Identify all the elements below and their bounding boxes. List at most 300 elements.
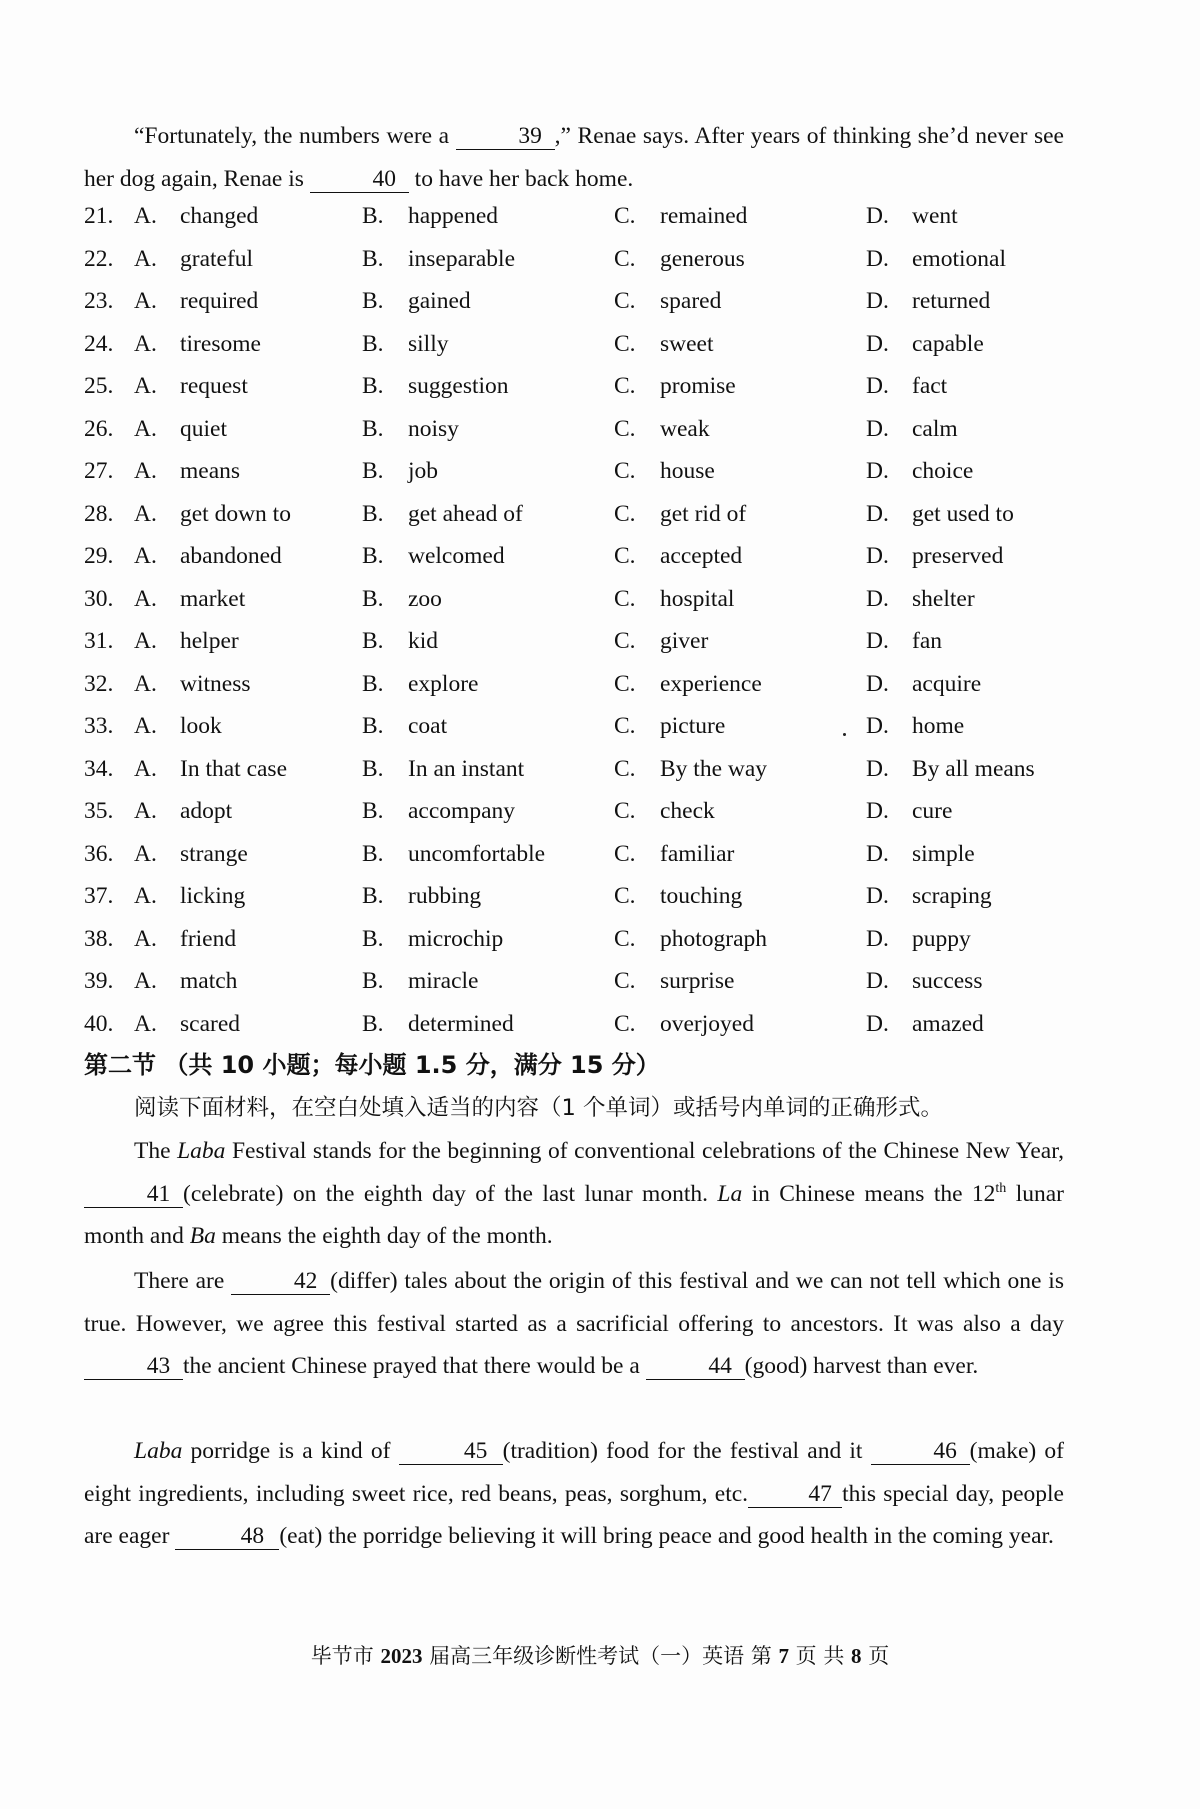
option-d xyxy=(866,790,952,833)
option-letter: C. xyxy=(614,585,636,612)
passage-text: means the eighth day of the month. xyxy=(215,1223,553,1249)
option-b xyxy=(362,748,524,791)
option-letter: A. xyxy=(134,330,157,357)
option-letter: C. xyxy=(614,203,636,229)
option-text: grateful xyxy=(180,245,254,272)
option-text: surprise xyxy=(660,968,735,994)
option-a xyxy=(134,705,222,748)
continuation-text: “Fortunately, the numbers were a xyxy=(134,123,456,149)
option-text: noisy xyxy=(408,415,459,442)
option-b xyxy=(362,663,478,706)
blank-45: 45 xyxy=(399,1438,503,1465)
passage-text: Festival stands for the beginning of conventional celebrations of the Chinese New Year, xyxy=(225,1138,1064,1164)
option-letter: C. xyxy=(614,968,636,994)
option-d xyxy=(866,960,982,1003)
option-text: helper xyxy=(180,628,239,654)
option-c xyxy=(614,493,746,536)
superscript: th xyxy=(995,1180,1007,1196)
option-b xyxy=(362,1003,514,1046)
question-number: 24. xyxy=(84,330,114,357)
option-b xyxy=(362,790,515,833)
option-letter: B. xyxy=(362,203,384,229)
question-row xyxy=(84,280,1084,323)
question-row xyxy=(84,918,1084,961)
option-text: fact xyxy=(912,373,948,399)
option-letter: B. xyxy=(362,415,384,442)
option-letter: B. xyxy=(362,883,384,909)
question-number: 33. xyxy=(84,713,114,739)
option-text: licking xyxy=(180,883,246,909)
option-letter: D. xyxy=(866,245,889,272)
italic-term: Laba xyxy=(177,1138,226,1164)
page-footer xyxy=(0,1640,1200,1672)
option-text: tiresome xyxy=(180,330,261,357)
option-letter: C. xyxy=(614,500,636,527)
option-c xyxy=(614,833,734,876)
option-d xyxy=(866,875,992,918)
question-number: 26. xyxy=(84,415,114,442)
option-text: scared xyxy=(180,1010,241,1037)
section-heading: 第二节 （共 10 小题；每小题 1.5 分，满分 15 分） xyxy=(84,1051,660,1079)
option-text: means xyxy=(180,458,241,484)
option-text: quiet xyxy=(180,415,227,442)
option-d xyxy=(866,705,964,748)
option-c xyxy=(614,705,725,748)
option-letter: B. xyxy=(362,330,384,357)
option-letter: C. xyxy=(614,925,636,952)
question-row xyxy=(84,450,1084,493)
option-letter: A. xyxy=(134,925,157,952)
option-text: By all means xyxy=(912,755,1035,782)
option-text: kid xyxy=(408,628,439,654)
option-a xyxy=(134,875,245,918)
passage-paragraph-1 xyxy=(84,1130,1064,1258)
option-a xyxy=(134,790,232,833)
blank-48: 48 xyxy=(175,1523,279,1550)
option-text: microchip xyxy=(408,925,504,952)
option-letter: B. xyxy=(362,628,384,654)
continuation-paragraph xyxy=(84,115,1064,200)
option-text: sweet xyxy=(660,330,714,357)
option-text: look xyxy=(180,713,222,739)
option-d xyxy=(866,195,958,238)
option-text: fan xyxy=(912,628,943,654)
option-b xyxy=(362,833,545,876)
option-d xyxy=(866,833,975,876)
option-b xyxy=(362,875,481,918)
option-text: happened xyxy=(408,203,499,229)
passage-text: (celebrate) on the eighth day of the last lunar month. xyxy=(183,1180,718,1207)
option-letter: B. xyxy=(362,968,384,994)
option-text: amazed xyxy=(912,1010,984,1037)
passage-text: (eat) the porridge believing it will bring peace and good health in the coming year. xyxy=(279,1523,1054,1549)
option-text: preserved xyxy=(912,543,1004,569)
blank-43: 43 xyxy=(84,1353,183,1380)
option-text: picture xyxy=(660,713,726,739)
option-d xyxy=(866,535,1003,578)
option-a xyxy=(134,195,258,238)
option-text: scraping xyxy=(912,883,992,909)
blank-46: 46 xyxy=(871,1438,970,1465)
option-text: returned xyxy=(912,288,991,314)
blank-40: 40 xyxy=(310,166,409,193)
option-text: calm xyxy=(912,415,958,442)
option-text: home xyxy=(912,713,965,739)
option-d xyxy=(866,1003,984,1046)
option-a xyxy=(134,493,291,536)
continuation-text: to have her back home. xyxy=(408,165,634,192)
option-b xyxy=(362,323,448,366)
question-row xyxy=(84,323,1084,366)
option-d xyxy=(866,493,1014,536)
option-a xyxy=(134,280,258,323)
option-text: success xyxy=(912,968,983,994)
option-c xyxy=(614,365,736,408)
passage-text: There are xyxy=(134,1268,232,1294)
option-text: get rid of xyxy=(660,500,747,527)
option-b xyxy=(362,578,442,621)
option-c xyxy=(614,578,734,621)
option-b xyxy=(362,535,505,578)
option-text: gained xyxy=(408,288,471,314)
option-text: acquire xyxy=(912,670,982,697)
option-letter: C. xyxy=(614,458,636,484)
passage-text: (make) of eight ingredients, including sweet rice, red beans, peas, sorghum, etc. xyxy=(84,1438,1064,1507)
passage-paragraph-3 xyxy=(84,1430,1064,1558)
option-text: generous xyxy=(660,245,745,272)
option-text: job xyxy=(408,458,439,484)
option-letter: A. xyxy=(134,840,157,867)
option-letter: B. xyxy=(362,1010,384,1037)
option-b xyxy=(362,238,515,281)
ink-dot xyxy=(843,733,846,736)
option-letter: C. xyxy=(614,798,636,824)
option-text: silly xyxy=(408,330,449,357)
option-letter: A. xyxy=(134,500,157,527)
option-letter: A. xyxy=(134,755,157,782)
option-letter: D. xyxy=(866,883,889,909)
option-text: miracle xyxy=(408,968,479,994)
option-letter: C. xyxy=(614,330,636,357)
question-number: 21. xyxy=(84,203,114,229)
option-letter: D. xyxy=(866,373,889,399)
option-a xyxy=(134,748,287,791)
option-d xyxy=(866,323,984,366)
option-letter: A. xyxy=(134,373,157,399)
option-text: simple xyxy=(912,840,975,867)
option-c xyxy=(614,875,742,918)
question-row xyxy=(84,705,1084,748)
option-d xyxy=(866,578,975,621)
option-b xyxy=(362,493,523,536)
question-number: 27. xyxy=(84,458,114,484)
option-c xyxy=(614,408,710,451)
option-d xyxy=(866,280,990,323)
option-letter: D. xyxy=(866,203,889,229)
option-a xyxy=(134,365,248,408)
blank-44: 44 xyxy=(646,1353,745,1380)
option-letter: B. xyxy=(362,458,384,484)
italic-term: La xyxy=(717,1180,743,1207)
option-letter: D. xyxy=(866,415,889,442)
option-text: In that case xyxy=(180,755,288,782)
passage-text: (differ) tales about the origin of this festival and we can not tell which one is true. However, we agree this festival started as a sacrificial offering to ancestors. It was also a day xyxy=(84,1268,1064,1337)
option-letter: B. xyxy=(362,925,384,952)
option-text: went xyxy=(912,203,958,229)
option-text: accepted xyxy=(660,543,743,569)
option-text: get used to xyxy=(912,500,1014,527)
question-number: 28. xyxy=(84,500,114,527)
option-letter: B. xyxy=(362,585,384,612)
question-row xyxy=(84,1003,1084,1046)
option-a xyxy=(134,408,227,451)
continuation-text: ,” Renae says. After years of thinking she’d never see her dog again, Renae is xyxy=(84,123,1064,192)
question-row xyxy=(84,833,1084,876)
option-letter: B. xyxy=(362,713,384,739)
option-text: shelter xyxy=(912,585,975,612)
question-row xyxy=(84,578,1084,621)
option-text: house xyxy=(660,458,715,484)
question-number: 25. xyxy=(84,373,114,399)
option-letter: B. xyxy=(362,798,384,824)
blank-41: 41 xyxy=(84,1181,183,1208)
option-letter: B. xyxy=(362,840,384,867)
option-text: promise xyxy=(660,373,736,399)
option-letter: D. xyxy=(866,458,889,484)
question-row xyxy=(84,535,1084,578)
option-letter: D. xyxy=(866,670,889,697)
option-text: welcomed xyxy=(408,543,505,569)
option-letter: A. xyxy=(134,1010,157,1037)
option-letter: B. xyxy=(362,670,384,697)
question-row xyxy=(84,195,1084,238)
question-number: 32. xyxy=(84,670,114,697)
option-text: abandoned xyxy=(180,543,282,569)
option-letter: D. xyxy=(866,713,889,739)
option-letter: C. xyxy=(614,713,636,739)
option-text: puppy xyxy=(912,925,971,952)
option-a xyxy=(134,535,282,578)
option-d xyxy=(866,365,947,408)
passage-paragraph-2 xyxy=(84,1260,1064,1388)
question-number: 39. xyxy=(84,968,114,994)
option-text: changed xyxy=(180,203,259,229)
option-b xyxy=(362,705,447,748)
option-letter: C. xyxy=(614,415,636,442)
passage-text: lunar month and xyxy=(84,1180,1064,1249)
option-letter: A. xyxy=(134,670,157,697)
option-text: weak xyxy=(660,415,710,442)
option-c xyxy=(614,535,742,578)
option-letter: D. xyxy=(866,968,889,994)
option-text: get ahead of xyxy=(408,500,523,527)
italic-term: Ba xyxy=(189,1223,216,1249)
option-d xyxy=(866,620,942,663)
passage-text: this special day, people are eager xyxy=(84,1480,1064,1549)
question-number: 38. xyxy=(84,925,114,952)
section-instruction: 阅读下面材料，在空白处填入适当的内容（1 个单词）或括号内单词的正确形式。 xyxy=(134,1095,943,1121)
option-c xyxy=(614,195,747,238)
option-text: adopt xyxy=(180,798,233,824)
option-letter: D. xyxy=(866,628,889,654)
option-a xyxy=(134,450,240,493)
footer-text: 毕节市 xyxy=(310,1644,381,1668)
option-text: accompany xyxy=(408,798,516,824)
option-letter: B. xyxy=(362,543,384,569)
option-c xyxy=(614,960,734,1003)
option-d xyxy=(866,408,958,451)
option-d xyxy=(866,748,1035,791)
option-text: request xyxy=(180,373,248,399)
question-number: 40. xyxy=(84,1010,114,1037)
option-letter: A. xyxy=(134,288,157,314)
option-letter: C. xyxy=(614,840,636,867)
option-d xyxy=(866,238,1006,281)
option-letter: D. xyxy=(866,798,889,824)
passage-text: in Chinese means the 12 xyxy=(742,1180,996,1207)
option-letter: D. xyxy=(866,543,889,569)
option-text: In an instant xyxy=(408,755,525,782)
option-a xyxy=(134,620,239,663)
option-text: choice xyxy=(912,458,974,484)
blank-39: 39 xyxy=(456,123,555,150)
option-letter: B. xyxy=(362,755,384,782)
option-text: spared xyxy=(660,288,722,314)
option-letter: D. xyxy=(866,1010,889,1037)
option-c xyxy=(614,748,767,791)
question-row xyxy=(84,365,1084,408)
option-c xyxy=(614,790,715,833)
option-text: By the way xyxy=(660,755,768,782)
question-row xyxy=(84,875,1084,918)
question-row xyxy=(84,790,1084,833)
option-letter: D. xyxy=(866,288,889,314)
option-a xyxy=(134,918,236,961)
option-text: emotional xyxy=(912,245,1006,272)
question-number: 34. xyxy=(84,755,114,782)
option-d xyxy=(866,918,971,961)
option-letter: C. xyxy=(614,628,636,654)
option-text: explore xyxy=(408,670,479,697)
options-list xyxy=(84,195,1084,1045)
passage-text: (good) harvest than ever. xyxy=(744,1353,979,1379)
option-a xyxy=(134,833,248,876)
option-letter: C. xyxy=(614,373,636,399)
footer-year: 2023 xyxy=(380,1644,423,1668)
option-c xyxy=(614,663,762,706)
option-d xyxy=(866,663,981,706)
option-text: photograph xyxy=(660,925,768,952)
option-text: hospital xyxy=(660,585,735,612)
option-c xyxy=(614,323,714,366)
option-text: giver xyxy=(660,628,709,654)
option-c xyxy=(614,620,708,663)
option-text: friend xyxy=(180,925,237,952)
footer-text: 页 xyxy=(861,1644,890,1668)
option-text: strange xyxy=(180,840,248,867)
option-letter: A. xyxy=(134,245,157,272)
option-c xyxy=(614,1003,754,1046)
option-text: experience xyxy=(660,670,762,697)
question-number: 29. xyxy=(84,543,114,569)
option-text: familiar xyxy=(660,840,735,867)
option-letter: D. xyxy=(866,330,889,357)
option-b xyxy=(362,450,438,493)
question-number: 37. xyxy=(84,883,114,909)
question-number: 36. xyxy=(84,840,114,867)
blank-47: 47 xyxy=(748,1481,842,1508)
option-b xyxy=(362,620,438,663)
italic-term: Laba xyxy=(134,1438,183,1464)
option-c xyxy=(614,238,745,281)
option-text: market xyxy=(180,585,246,612)
option-text: cure xyxy=(912,798,953,824)
option-text: required xyxy=(180,288,259,314)
question-number: 31. xyxy=(84,628,114,654)
option-letter: D. xyxy=(866,500,889,527)
option-text: match xyxy=(180,968,238,994)
option-b xyxy=(362,280,471,323)
option-text: get down to xyxy=(180,500,291,527)
option-letter: A. xyxy=(134,543,157,569)
option-letter: A. xyxy=(134,798,157,824)
option-letter: B. xyxy=(362,500,384,527)
option-a xyxy=(134,238,253,281)
passage-text: (tradition) food for the festival and it xyxy=(502,1438,871,1464)
footer-page-number: 7 xyxy=(778,1644,789,1668)
option-text: suggestion xyxy=(408,373,509,399)
option-b xyxy=(362,918,503,961)
question-row xyxy=(84,620,1084,663)
option-letter: D. xyxy=(866,755,889,782)
option-a xyxy=(134,663,251,706)
footer-total-pages: 8 xyxy=(851,1644,862,1668)
option-c xyxy=(614,280,721,323)
question-row xyxy=(84,960,1084,1003)
option-letter: C. xyxy=(614,755,636,782)
question-number: 22. xyxy=(84,245,114,272)
option-letter: A. xyxy=(134,415,157,442)
option-b xyxy=(362,365,509,408)
option-letter: C. xyxy=(614,288,636,314)
option-text: overjoyed xyxy=(660,1010,754,1037)
option-b xyxy=(362,960,478,1003)
option-d xyxy=(866,450,973,493)
option-c xyxy=(614,918,767,961)
option-c xyxy=(614,450,715,493)
option-letter: B. xyxy=(362,373,384,399)
option-text: capable xyxy=(912,330,984,357)
option-letter: A. xyxy=(134,203,157,229)
passage-text: The xyxy=(134,1138,178,1164)
option-letter: C. xyxy=(614,670,636,697)
option-text: remained xyxy=(660,203,748,229)
question-row xyxy=(84,748,1084,791)
question-row xyxy=(84,663,1084,706)
option-letter: D. xyxy=(866,840,889,867)
option-letter: C. xyxy=(614,543,636,569)
option-letter: B. xyxy=(362,288,384,314)
option-text: check xyxy=(660,798,715,824)
passage-text: porridge is a kind of xyxy=(182,1438,399,1464)
option-letter: C. xyxy=(614,1010,636,1037)
option-b xyxy=(362,195,498,238)
footer-text: 届高三年级诊断性考试（一）英语 第 xyxy=(422,1644,779,1668)
option-a xyxy=(134,578,245,621)
option-b xyxy=(362,408,459,451)
option-letter: A. xyxy=(134,585,157,612)
option-a xyxy=(134,960,237,1003)
